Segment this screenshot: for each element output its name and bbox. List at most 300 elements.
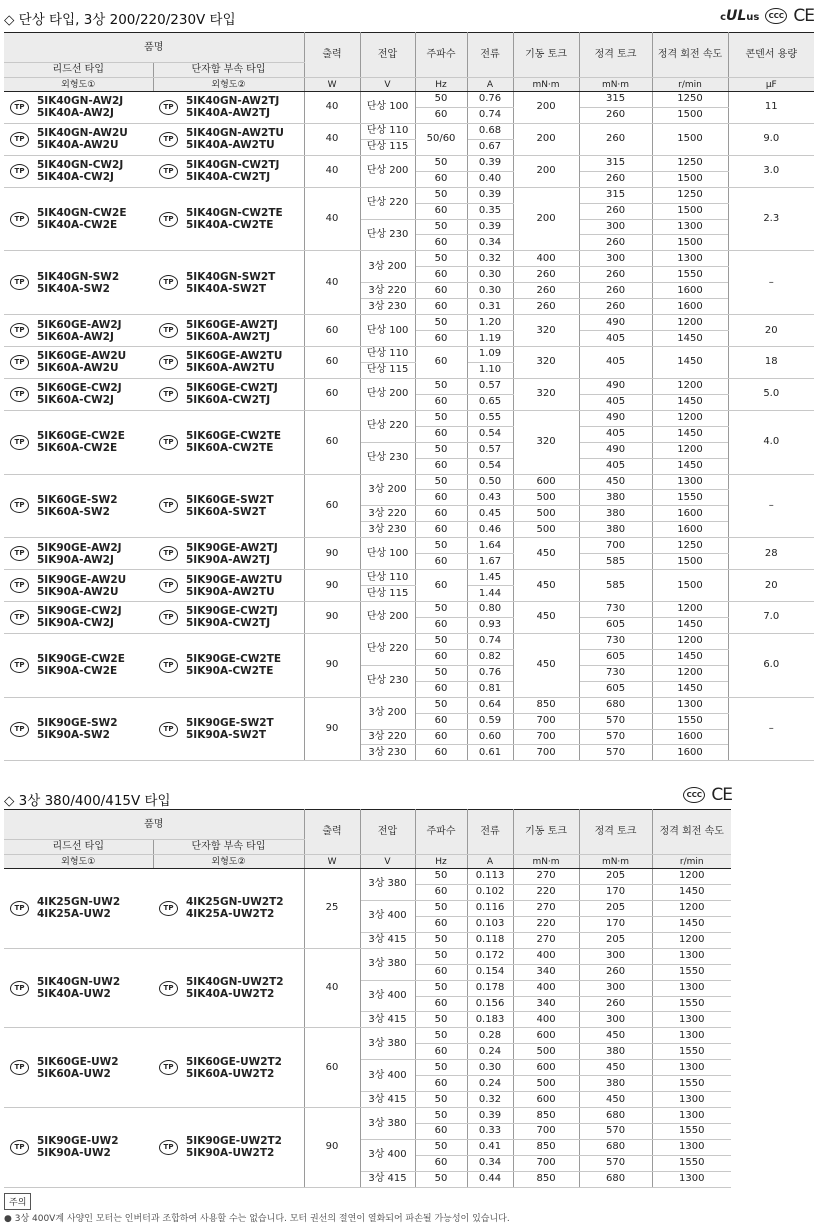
current-cell: 0.65 <box>467 394 513 410</box>
header-terminal-fig: 외형도② <box>153 855 304 869</box>
model-cell <box>153 602 304 634</box>
current-cell: 0.43 <box>467 490 513 506</box>
header-output: 출력 <box>304 810 360 855</box>
tp-mark-icon: TP <box>10 132 29 147</box>
start-torque-cell: 400 <box>513 980 579 996</box>
rated-torque-cell: 450 <box>579 1060 652 1076</box>
table-row <box>4 347 814 363</box>
tp-mark-icon: TP <box>159 981 178 996</box>
rated-torque-cell: 730 <box>579 602 652 618</box>
model-cell <box>153 697 304 761</box>
header-rated-speed: 정격 회전 속도 <box>652 810 731 855</box>
model-names <box>186 382 278 406</box>
model-name-motor: 5IK90A-CW2J <box>37 617 114 630</box>
current-cell: 0.103 <box>467 916 513 932</box>
voltage-cell: 3상 400 <box>360 980 415 1012</box>
header-product: 품명 <box>4 810 304 840</box>
voltage-cell: 3상 220 <box>360 283 415 299</box>
unit-voltage: V <box>360 855 415 869</box>
header-freq: 주파수 <box>415 33 467 78</box>
model-names <box>186 653 281 677</box>
start-torque-cell: 500 <box>513 522 579 538</box>
rated-torque-cell: 380 <box>579 506 652 522</box>
tp-mark-icon: TP <box>159 164 178 179</box>
tp-mark-icon: TP <box>159 658 178 673</box>
current-cell: 0.76 <box>467 665 513 681</box>
rated-speed-cell: 1300 <box>652 1139 731 1155</box>
rated-speed-cell: 1200 <box>652 932 731 948</box>
start-torque-cell: 600 <box>513 1092 579 1108</box>
start-torque-cell: 450 <box>513 538 579 570</box>
start-torque-cell: 200 <box>513 123 579 155</box>
current-cell: 0.55 <box>467 410 513 426</box>
voltage-cell: 3상 220 <box>360 506 415 522</box>
freq-cell: 60 <box>415 283 467 299</box>
freq-cell: 60 <box>415 996 467 1012</box>
start-torque-cell: 400 <box>513 1012 579 1028</box>
capacitor-cell: – <box>728 251 814 315</box>
voltage-cell: 3상 380 <box>360 1108 415 1140</box>
voltage-cell: 단상 200 <box>360 155 415 187</box>
table-row <box>4 474 814 490</box>
model-names <box>37 1056 119 1080</box>
model-name-geared: 5IK60GE-UW2 <box>37 1055 119 1068</box>
rated-speed-cell: 1300 <box>652 980 731 996</box>
rated-torque-cell: 300 <box>579 219 652 235</box>
header-terminal-type: 단자함 부속 타입 <box>153 63 304 78</box>
unit-start-torque: mN·m <box>513 78 579 92</box>
voltage-cell: 3상 220 <box>360 729 415 745</box>
rated-speed-cell: 1450 <box>652 649 728 665</box>
tp-mark-icon: TP <box>10 435 29 450</box>
model-names <box>37 207 127 231</box>
model-cell <box>4 1108 153 1188</box>
rated-speed-cell: 1550 <box>652 996 731 1012</box>
model-name-motor: 5IK60A-SW2 <box>37 505 110 518</box>
unit-freq: Hz <box>415 855 467 869</box>
rated-torque-cell: 490 <box>579 410 652 426</box>
rated-speed-cell: 1550 <box>652 1124 731 1140</box>
voltage-cell: 단상 200 <box>360 378 415 410</box>
tp-mark-icon: TP <box>10 164 29 179</box>
tp-mark-icon: TP <box>10 722 29 737</box>
start-torque-cell: 700 <box>513 1155 579 1171</box>
current-cell: 0.61 <box>467 745 513 761</box>
voltage-cell: 3상 200 <box>360 697 415 729</box>
model-name-motor: 5IK90A-CW2TE <box>186 665 274 678</box>
rated-torque-cell: 490 <box>579 442 652 458</box>
rated-torque-cell: 260 <box>579 267 652 283</box>
model-name-motor: 5IK40A-AW2TU <box>186 139 275 152</box>
header-current: 전류 <box>467 33 513 78</box>
current-cell: 0.32 <box>467 1092 513 1108</box>
table-row <box>4 410 814 426</box>
output-cell: 40 <box>304 251 360 315</box>
start-torque-cell: 850 <box>513 1171 579 1187</box>
table-row <box>4 1108 731 1124</box>
freq-cell: 60 <box>415 964 467 980</box>
rated-speed-cell: 1550 <box>652 267 728 283</box>
model-name-motor: 5IK60A-CW2TE <box>186 442 274 455</box>
model-name-geared: 5IK40GN-SW2T <box>186 270 276 283</box>
rated-torque-cell: 570 <box>579 1124 652 1140</box>
rated-torque-cell: 570 <box>579 745 652 761</box>
model-name-motor: 4IK25A-UW2T2 <box>186 908 275 921</box>
current-cell: 0.60 <box>467 729 513 745</box>
model-cell <box>4 155 153 187</box>
freq-cell: 50 <box>415 932 467 948</box>
rated-speed-cell: 1550 <box>652 713 728 729</box>
current-cell: 0.64 <box>467 697 513 713</box>
current-cell: 1.20 <box>467 315 513 331</box>
model-name-geared: 5IK90GE-AW2TJ <box>186 541 278 554</box>
rated-speed-cell: 1550 <box>652 1044 731 1060</box>
tp-mark-icon: TP <box>10 355 29 370</box>
model-name-motor: 5IK40A-AW2TJ <box>186 107 271 120</box>
model-cell <box>153 410 304 474</box>
rated-torque-cell: 260 <box>579 235 652 251</box>
tp-mark-icon: TP <box>10 981 29 996</box>
model-cell <box>4 474 153 538</box>
freq-cell: 60 <box>415 394 467 410</box>
capacitor-cell: 3.0 <box>728 155 814 187</box>
freq-cell: 50 <box>415 538 467 554</box>
output-cell: 60 <box>304 378 360 410</box>
current-cell: 0.34 <box>467 235 513 251</box>
current-cell: 0.172 <box>467 948 513 964</box>
tp-mark-icon: TP <box>159 1140 178 1155</box>
model-name-geared: 5IK40GN-AW2TU <box>186 127 284 140</box>
header-current: 전류 <box>467 810 513 855</box>
rated-torque-cell: 405 <box>579 394 652 410</box>
tp-mark-icon: TP <box>10 1060 29 1075</box>
rated-torque-cell: 260 <box>579 964 652 980</box>
rated-torque-cell: 300 <box>579 251 652 267</box>
tp-mark-icon: TP <box>10 212 29 227</box>
current-cell: 0.30 <box>467 1060 513 1076</box>
unit-output: W <box>304 855 360 869</box>
rated-speed-cell: 1500 <box>652 107 728 123</box>
model-name-geared: 5IK60GE-AW2TJ <box>186 318 278 331</box>
model-cell <box>153 633 304 697</box>
current-cell: 0.59 <box>467 713 513 729</box>
rated-torque-cell: 585 <box>579 570 652 602</box>
freq-cell: 60 <box>415 107 467 123</box>
freq-cell: 50 <box>415 410 467 426</box>
rated-speed-cell: 1550 <box>652 1076 731 1092</box>
section2-title: ◇ 3상 380/400/415V 타입 <box>4 793 171 809</box>
model-name-motor: 5IK40A-SW2 <box>37 282 110 295</box>
start-torque-cell: 850 <box>513 1108 579 1124</box>
rated-speed-cell: 1200 <box>652 665 728 681</box>
rated-torque-cell: 680 <box>579 1171 652 1187</box>
capacitor-cell: 18 <box>728 347 814 379</box>
output-cell: 60 <box>304 347 360 379</box>
rated-torque-cell: 260 <box>579 203 652 219</box>
output-cell: 40 <box>304 92 360 124</box>
table-row <box>4 92 814 108</box>
capacitor-cell: 4.0 <box>728 410 814 474</box>
freq-cell: 50 <box>415 900 467 916</box>
output-cell: 60 <box>304 1028 360 1108</box>
table-row <box>4 251 814 267</box>
tp-mark-icon: TP <box>159 1060 178 1075</box>
tp-mark-icon: TP <box>159 578 178 593</box>
freq-cell: 60 <box>415 347 467 379</box>
model-name-motor: 5IK90A-UW2T2 <box>186 1147 275 1160</box>
tp-mark-icon: TP <box>159 212 178 227</box>
rated-torque-cell: 405 <box>579 331 652 347</box>
freq-cell: 50 <box>415 1092 467 1108</box>
model-name-geared: 4IK25GN-UW2 <box>37 896 121 909</box>
current-cell: 0.57 <box>467 378 513 394</box>
table-row <box>4 378 814 394</box>
rated-torque-cell: 730 <box>579 633 652 649</box>
rated-torque-cell: 300 <box>579 1012 652 1028</box>
rated-torque-cell: 730 <box>579 665 652 681</box>
freq-cell: 50 <box>415 1060 467 1076</box>
rated-speed-cell: 1250 <box>652 538 728 554</box>
model-cell <box>4 538 153 570</box>
rated-torque-cell: 605 <box>579 681 652 697</box>
start-torque-cell: 500 <box>513 490 579 506</box>
model-name-motor: 5IK60A-AW2TU <box>186 362 275 375</box>
unit-current: A <box>467 855 513 869</box>
freq-cell: 50 <box>415 92 467 108</box>
tp-mark-icon: TP <box>10 323 29 338</box>
freq-cell: 60 <box>415 884 467 900</box>
freq-cell: 50 <box>415 187 467 203</box>
voltage-cell: 단상 220 <box>360 410 415 442</box>
capacitor-cell: – <box>728 697 814 761</box>
rated-speed-cell: 1500 <box>652 203 728 219</box>
rated-speed-cell: 1300 <box>652 1012 731 1028</box>
current-cell: 0.32 <box>467 251 513 267</box>
rated-speed-cell: 1550 <box>652 964 731 980</box>
rated-torque-cell: 605 <box>579 649 652 665</box>
freq-cell: 60 <box>415 554 467 570</box>
header-lead-fig: 외형도① <box>4 855 153 869</box>
tp-mark-icon: TP <box>159 610 178 625</box>
rated-speed-cell: 1600 <box>652 299 728 315</box>
table-row <box>4 602 814 618</box>
rated-speed-cell: 1200 <box>652 315 728 331</box>
freq-cell: 50 <box>415 948 467 964</box>
rated-speed-cell: 1450 <box>652 347 728 379</box>
header-lead-fig: 외형도① <box>4 78 153 92</box>
model-names <box>37 653 125 677</box>
tp-mark-icon: TP <box>10 901 29 916</box>
voltage-cell: 단상 100 <box>360 538 415 570</box>
rated-speed-cell: 1600 <box>652 522 728 538</box>
start-torque-cell: 600 <box>513 1060 579 1076</box>
current-cell: 0.156 <box>467 996 513 1012</box>
rated-torque-cell: 315 <box>579 187 652 203</box>
start-torque-cell: 200 <box>513 187 579 251</box>
ccc-mark-icon: CCC <box>765 8 787 24</box>
freq-cell: 60 <box>415 522 467 538</box>
start-torque-cell: 320 <box>513 347 579 379</box>
model-name-geared: 5IK60GE-CW2TJ <box>186 382 278 395</box>
current-cell: 1.67 <box>467 554 513 570</box>
start-torque-cell: 600 <box>513 1028 579 1044</box>
capacitor-cell: 11 <box>728 92 814 124</box>
note-tag: 주의 <box>4 1193 31 1210</box>
model-cell <box>153 869 304 949</box>
freq-cell: 60 <box>415 171 467 187</box>
voltage-cell: 단상 200 <box>360 602 415 634</box>
current-cell: 1.44 <box>467 586 513 602</box>
rated-speed-cell: 1200 <box>652 442 728 458</box>
model-cell <box>4 251 153 315</box>
tp-mark-icon: TP <box>10 100 29 115</box>
start-torque-cell: 850 <box>513 1139 579 1155</box>
model-name-motor: 5IK90A-SW2 <box>37 729 110 741</box>
rated-torque-cell: 570 <box>579 713 652 729</box>
current-cell: 0.44 <box>467 1171 513 1187</box>
model-names <box>186 95 279 119</box>
rated-speed-cell: 1550 <box>652 490 728 506</box>
tp-mark-icon: TP <box>159 100 178 115</box>
table-row <box>4 538 814 554</box>
rated-speed-cell: 1500 <box>652 554 728 570</box>
model-name-motor: 5IK90A-AW2U <box>37 585 119 598</box>
rated-torque-cell: 405 <box>579 458 652 474</box>
voltage-cell: 3상 415 <box>360 1092 415 1108</box>
model-names <box>37 382 122 406</box>
freq-cell: 50 <box>415 980 467 996</box>
table-row <box>4 633 814 649</box>
spec-table-single-phase <box>4 32 814 761</box>
freq-cell: 60 <box>415 490 467 506</box>
header-rated-torque: 정격 토크 <box>579 810 652 855</box>
output-cell: 60 <box>304 474 360 538</box>
model-name-motor: 5IK60A-CW2J <box>37 394 114 407</box>
voltage-cell: 3상 400 <box>360 900 415 932</box>
voltage-cell: 단상 110 <box>360 347 415 363</box>
freq-cell: 60 <box>415 570 467 602</box>
model-names <box>37 350 126 374</box>
rated-torque-cell: 260 <box>579 996 652 1012</box>
model-name-motor: 5IK60A-CW2E <box>37 442 118 455</box>
current-cell: 0.76 <box>467 92 513 108</box>
current-cell: 0.57 <box>467 442 513 458</box>
current-cell: 0.39 <box>467 187 513 203</box>
model-names <box>37 319 122 343</box>
model-cell <box>153 123 304 155</box>
rated-torque-cell: 570 <box>579 1155 652 1171</box>
model-names <box>37 976 120 1000</box>
rated-torque-cell: 170 <box>579 884 652 900</box>
model-name-motor: 5IK40A-AW2J <box>37 107 114 120</box>
rated-speed-cell: 1450 <box>652 394 728 410</box>
table-row <box>4 948 731 964</box>
model-names <box>37 271 119 295</box>
start-torque-cell: 850 <box>513 697 579 713</box>
start-torque-cell: 700 <box>513 713 579 729</box>
header-voltage: 전압 <box>360 33 415 78</box>
model-cell <box>153 948 304 1028</box>
rated-torque-cell: 260 <box>579 283 652 299</box>
rated-torque-cell: 260 <box>579 107 652 123</box>
current-cell: 0.74 <box>467 633 513 649</box>
output-cell: 40 <box>304 123 360 155</box>
model-names <box>186 430 281 454</box>
current-cell: 0.30 <box>467 267 513 283</box>
start-torque-cell: 450 <box>513 570 579 602</box>
freq-cell: 50 <box>415 378 467 394</box>
freq-cell: 50 <box>415 602 467 618</box>
model-name-motor: 5IK40A-SW2T <box>186 282 267 295</box>
model-name-geared: 5IK40GN-CW2TE <box>186 207 283 219</box>
model-cell <box>4 869 153 949</box>
unit-capacitor: μF <box>728 78 814 92</box>
freq-cell: 60 <box>415 916 467 932</box>
current-cell: 0.40 <box>467 171 513 187</box>
model-name-geared: 5IK90GE-UW2T2 <box>186 1135 282 1148</box>
start-torque-cell: 600 <box>513 474 579 490</box>
output-cell: 90 <box>304 697 360 761</box>
current-cell: 0.33 <box>467 1124 513 1140</box>
start-torque-cell: 400 <box>513 251 579 267</box>
tp-mark-icon: TP <box>10 610 29 625</box>
header-output: 출력 <box>304 33 360 78</box>
model-cell <box>4 347 153 379</box>
model-name-geared: 5IK90GE-CW2TJ <box>186 605 278 618</box>
model-name-motor: 5IK40A-CW2J <box>37 171 114 184</box>
model-name-geared: 5IK40GN-CW2E <box>37 207 127 219</box>
start-torque-cell: 320 <box>513 410 579 474</box>
freq-cell: 50 <box>415 442 467 458</box>
rated-speed-cell: 1450 <box>652 426 728 442</box>
voltage-cell: 3상 200 <box>360 251 415 283</box>
model-name-motor: 5IK60A-AW2U <box>37 362 119 375</box>
rated-torque-cell: 405 <box>579 347 652 379</box>
rated-torque-cell: 205 <box>579 869 652 885</box>
model-name-motor: 5IK40A-CW2TJ <box>186 171 271 184</box>
model-names <box>186 207 283 231</box>
model-cell <box>153 92 304 124</box>
start-torque-cell: 270 <box>513 932 579 948</box>
model-cell <box>153 1108 304 1188</box>
capacitor-cell: 6.0 <box>728 633 814 697</box>
rated-speed-cell: 1500 <box>652 570 728 602</box>
freq-cell: 50 <box>415 1028 467 1044</box>
tp-mark-icon: TP <box>159 387 178 402</box>
rated-torque-cell: 700 <box>579 538 652 554</box>
model-cell <box>4 378 153 410</box>
model-name-motor: 5IK60A-AW2TJ <box>186 330 271 343</box>
unit-voltage: V <box>360 78 415 92</box>
freq-cell: 60 <box>415 1124 467 1140</box>
current-cell: 0.50 <box>467 474 513 490</box>
model-names <box>186 350 282 374</box>
model-name-motor: 5IK90A-AW2J <box>37 553 114 566</box>
voltage-cell: 단상 220 <box>360 633 415 665</box>
rated-torque-cell: 585 <box>579 554 652 570</box>
current-cell: 0.93 <box>467 617 513 633</box>
model-name-motor: 5IK60A-UW2 <box>37 1067 111 1080</box>
header-rated-torque: 정격 토크 <box>579 33 652 78</box>
model-cell <box>4 410 153 474</box>
rated-speed-cell: 1300 <box>652 219 728 235</box>
model-name-geared: 5IK90GE-AW2TU <box>186 573 283 586</box>
rated-speed-cell: 1450 <box>652 458 728 474</box>
tp-mark-icon: TP <box>159 498 178 513</box>
model-name-geared: 5IK90GE-CW2E <box>37 653 125 666</box>
rated-speed-cell: 1500 <box>652 235 728 251</box>
start-torque-cell: 200 <box>513 155 579 187</box>
